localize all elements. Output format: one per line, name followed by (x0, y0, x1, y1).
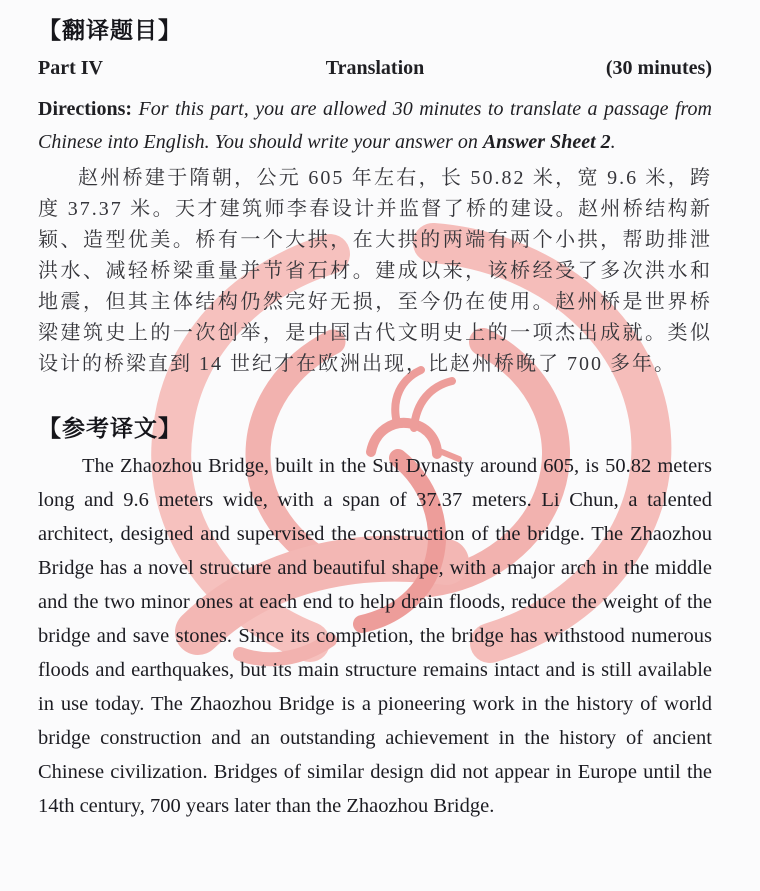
directions-answer-sheet: Answer Sheet 2 (482, 131, 611, 153)
directions-label: Directions: (38, 98, 139, 120)
english-passage: The Zhaozhou Bridge, built in the Sui Dynasty around 605, is 50.82 meters long and 9.6 meters wide, with a span of 37.37 meters. Li Chun, a talented architect, designed and supervised the construction of the bridge. The Zhaozhou Bridge has a novel structure and beautiful shape, with a major arch in the middle and the two minor ones at each end to help drain floods, reduce the weight of the bridge and save stones. Since its completion, the bridge has withstood numerous floods and earthquakes, but its main structure remains intact and is still available in use today. The Zhaozhou Bridge is a pioneering work in the history of world bridge construction and an outstanding achievement in the history of ancient Chinese civilization. Bridges of similar design did not appear in Europe until the 14th century, 700 years later than the Zhaozhou Bridge. (38, 455, 712, 817)
directions-body: For this part, you are allowed 30 minutes to translate a passage from Chinese into English. You should write your answer on (38, 98, 712, 153)
part-line (38, 57, 712, 83)
chinese-passage: 赵州桥建于隋朝，公元 605 年左右，长 50.82 米，宽 9.6 米，跨度 37.37 米。天才建筑师李春设计并监督了桥的建设。赵州桥结构新颖、造型优美。桥有一个大拱，在大拱的两端有两个小拱，帮助排泄洪水、减轻桥梁重量并节省石材。建成以来，该桥经受了多次洪水和地震，但其主体结构仍然完好无损，至今仍在使用。赵州桥是世界桥梁建筑史上的一次创举，是中国古代文明史上的一项杰出成就。类似设计的桥梁直到 14 世纪才在欧洲出现，比赵州桥晚了 700 多年。 (38, 167, 712, 375)
directions (38, 93, 712, 159)
part-label: Part IV (38, 57, 103, 79)
directions-tail: . (610, 131, 616, 153)
part-time-limit: (30 minutes) (605, 57, 712, 79)
section-header-translation-question: 【翻译题目】 (38, 18, 182, 43)
section-header-reference-translation: 【参考译文】 (38, 416, 182, 441)
part-title: Translation (325, 57, 425, 79)
